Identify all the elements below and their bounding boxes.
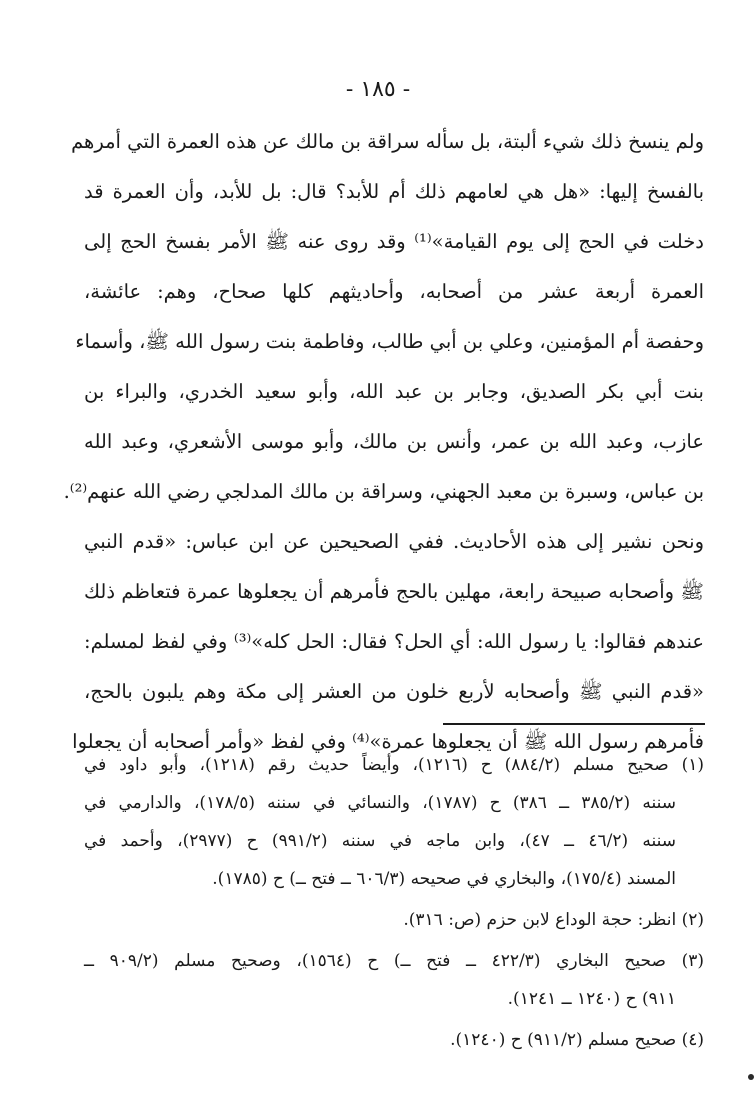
footnote-line: (٤) صحيح مسلم (٩١١/٢) ح (١٢٤٠).: [450, 1030, 704, 1050]
footnotes: [84, 746, 704, 1059]
scan-dot: [748, 1074, 754, 1080]
text-line: دخلت في الحج إلى يوم القيامة»⁽¹⁾ وقد روى عنه ﷺ الأمر بفسخ الحج إلى: [84, 230, 704, 253]
footnote-line: سننه (٤٦/٢ ــ ٤٧)، وابن ماجه في سننه (٩٩١/٢) ح (٢٩٧٧)، وأحمد في: [84, 831, 677, 851]
text-line: فأمرهم رسول الله ﷺ أن يجعلوها عمرة»⁽⁴⁾ وفي لفظ «وأمر أصحابه أن يجعلوا: [72, 730, 704, 753]
footnote-4: [84, 1021, 704, 1059]
text-line: عازب، وعبد الله بن عمر، وأنس بن مالك، وأبو موسى الأشعري، وعبد الله: [84, 430, 704, 453]
footnote-separator: [443, 723, 705, 725]
text-line: ﷺ وأصحابه صبيحة رابعة، مهلين بالحج فأمرهم أن يجعلوها عمرة فتعاظم ذلك: [84, 580, 704, 603]
footnote-line: المسند (١٧٥/٤)، والبخاري في صحيحه (٦٠٦/٣ ــ فتح ــ) ح (١٧٨٥).: [212, 869, 676, 889]
footnote-line: ٩١١) ح (١٢٤٠ ــ ١٢٤١).: [507, 989, 676, 1009]
footnote-line: (٢) انظر: حجة الوداع لابن حزم (ص: ٣١٦).: [403, 910, 704, 930]
footnote-2: [84, 901, 704, 939]
text-line: بنت أبي بكر الصديق، وجابر بن عبد الله، وأبو سعيد الخدري، والبراء بن: [84, 380, 704, 403]
footnote-1: [84, 746, 704, 898]
text-line: ولم ينسخ ذلك شيء ألبتة، بل سأله سراقة بن مالك عن هذه العمرة التي أمرهم: [71, 130, 704, 153]
page-number: - ١٨٥ -: [345, 77, 411, 102]
footnote-line: (١) صحيح مسلم (٨٨٤/٢) ح (١٢١٦)، وأيضاً حديث رقم (١٢١٨)، وأبو داود في: [84, 755, 705, 775]
text-line: وحفصة أم المؤمنين، وعلي بن أبي طالب، وفاطمة بنت رسول الله ﷺ، وأسماء: [75, 330, 704, 353]
text-line: «قدم النبي ﷺ وأصحابه لأربع خلون من العشر إلى مكة وهم يلبون بالحج،: [84, 680, 704, 703]
text-line: ونحن نشير إلى هذه الأحاديث. ففي الصحيحين عن ابن عباس: «قدم النبي: [84, 530, 704, 553]
text-line: عندهم فقالوا: يا رسول الله: أي الحل؟ فقال: الحل كله»⁽³⁾ وفي لفظ لمسلم:: [84, 630, 705, 653]
text-line: بن عباس، وسبرة بن معبد الجهني، وسراقة بن مالك المدلجي رضي الله عنهم⁽²⁾.: [63, 480, 704, 503]
footnote-line: سننه (٣٨٥/٢ ــ ٣٨٦) ح (١٧٨٧)، والنسائي في سننه (١٧٨/٥)، والدارمي في: [84, 793, 677, 813]
text-line: العمرة أربعة عشر من أصحابه، وأحاديثهم كلها صحاح، وهم: عائشة،: [84, 280, 704, 303]
main-text: [63, 117, 705, 767]
footnote-3: [84, 942, 704, 1018]
text-line: بالفسخ إليها: «هل هي لعامهم ذلك أم للأبد؟ قال: بل للأبد، وأن العمرة قد: [84, 180, 704, 203]
footnote-line: (٣) صحيح البخاري (٤٢٢/٣ ــ فتح ــ) ح (١٥٦٤)، وصحيح مسلم (٩٠٩/٢ ــ: [84, 951, 704, 971]
